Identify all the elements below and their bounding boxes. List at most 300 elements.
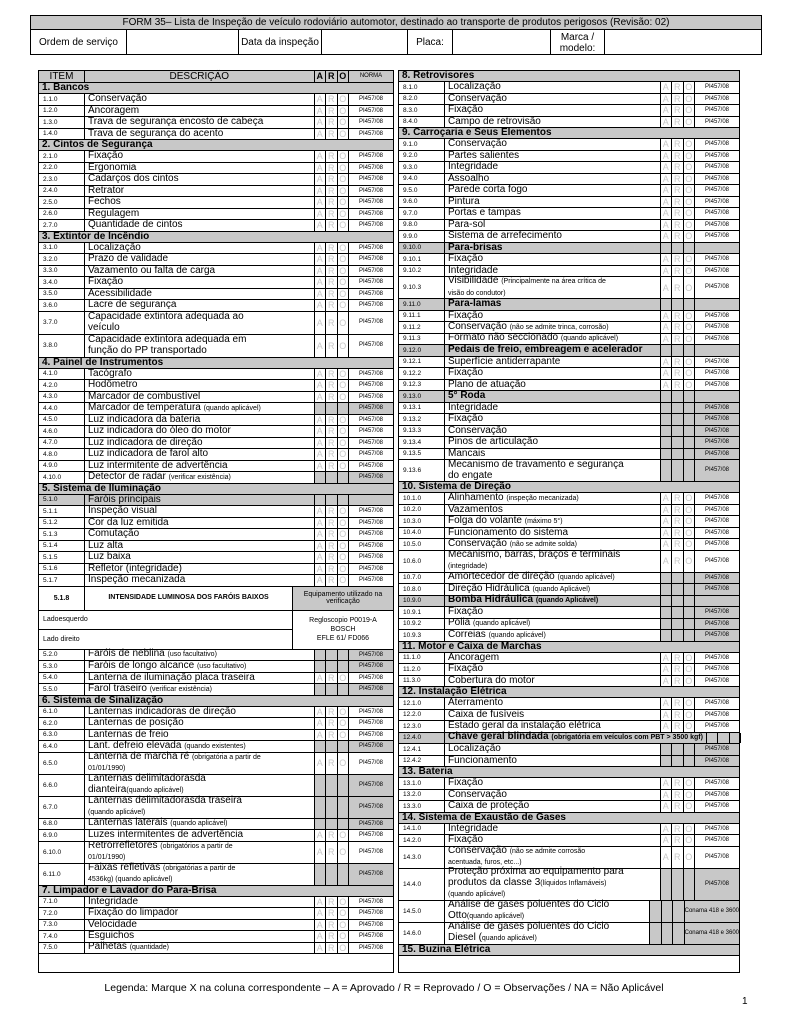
- observation-checkbox[interactable]: O: [684, 460, 696, 481]
- rejected-checkbox[interactable]: [672, 299, 684, 310]
- observation-checkbox[interactable]: O: [338, 650, 350, 661]
- observation-checkbox[interactable]: O: [338, 730, 350, 741]
- approved-checkbox[interactable]: A: [661, 185, 673, 196]
- rejected-checkbox[interactable]: R: [326, 541, 338, 552]
- observation-checkbox[interactable]: O: [684, 105, 696, 116]
- approved-checkbox[interactable]: A: [315, 220, 327, 231]
- rejected-checkbox[interactable]: R: [662, 923, 674, 944]
- observation-checkbox[interactable]: O: [684, 357, 696, 368]
- observation-checkbox[interactable]: O: [684, 311, 696, 322]
- approved-checkbox[interactable]: A: [661, 231, 673, 242]
- approved-checkbox[interactable]: A: [315, 277, 327, 288]
- approved-checkbox[interactable]: A: [661, 573, 673, 584]
- observation-checkbox[interactable]: O: [338, 277, 350, 288]
- rejected-checkbox[interactable]: R: [672, 493, 684, 504]
- approved-checkbox[interactable]: A: [661, 174, 673, 185]
- rejected-checkbox[interactable]: R: [326, 438, 338, 449]
- approved-checkbox[interactable]: A: [315, 335, 327, 357]
- observation-checkbox[interactable]: O: [338, 300, 350, 311]
- observation-checkbox[interactable]: O: [338, 289, 350, 300]
- approved-checkbox[interactable]: A: [315, 552, 327, 563]
- observation-checkbox[interactable]: O: [684, 630, 696, 641]
- observation-checkbox[interactable]: O: [684, 266, 696, 277]
- observation-checkbox[interactable]: O: [338, 415, 350, 426]
- observation-checkbox[interactable]: [684, 345, 696, 356]
- observation-checkbox[interactable]: O: [684, 277, 696, 298]
- observation-checkbox[interactable]: O: [684, 835, 696, 846]
- observation-checkbox[interactable]: O: [338, 449, 350, 460]
- observation-checkbox[interactable]: O: [338, 151, 350, 162]
- rejected-checkbox[interactable]: R: [672, 664, 684, 675]
- approved-checkbox[interactable]: A: [315, 254, 327, 265]
- approved-checkbox[interactable]: [661, 243, 673, 254]
- approved-checkbox[interactable]: A: [315, 864, 327, 885]
- rejected-checkbox[interactable]: R: [672, 824, 684, 835]
- approved-checkbox[interactable]: A: [661, 162, 673, 173]
- observation-checkbox[interactable]: O: [684, 437, 696, 448]
- observation-checkbox[interactable]: O: [338, 461, 350, 472]
- rejected-checkbox[interactable]: R: [326, 943, 338, 954]
- approved-checkbox[interactable]: A: [315, 289, 327, 300]
- observation-checkbox[interactable]: O: [338, 707, 350, 718]
- observation-checkbox[interactable]: O: [684, 824, 696, 835]
- rejected-checkbox[interactable]: R: [326, 552, 338, 563]
- observation-checkbox[interactable]: O: [338, 106, 350, 117]
- observation-checkbox[interactable]: O: [684, 516, 696, 527]
- rejected-checkbox[interactable]: R: [672, 368, 684, 379]
- observation-checkbox[interactable]: [730, 733, 742, 744]
- observation-checkbox[interactable]: O: [684, 231, 696, 242]
- rejected-checkbox[interactable]: R: [326, 908, 338, 919]
- approved-checkbox[interactable]: A: [315, 741, 327, 752]
- approved-checkbox[interactable]: A: [661, 505, 673, 516]
- approved-checkbox[interactable]: A: [661, 426, 673, 437]
- observation-checkbox[interactable]: O: [338, 684, 350, 695]
- approved-checkbox[interactable]: A: [315, 380, 327, 391]
- rejected-checkbox[interactable]: R: [326, 197, 338, 208]
- rejected-checkbox[interactable]: R: [326, 289, 338, 300]
- rejected-checkbox[interactable]: R: [672, 322, 684, 333]
- rejected-checkbox[interactable]: R: [672, 185, 684, 196]
- approved-checkbox[interactable]: A: [661, 493, 673, 504]
- approved-checkbox[interactable]: A: [315, 300, 327, 311]
- approved-checkbox[interactable]: A: [315, 266, 327, 277]
- observation-checkbox[interactable]: O: [684, 368, 696, 379]
- approved-checkbox[interactable]: A: [661, 664, 673, 675]
- rejected-checkbox[interactable]: [718, 733, 730, 744]
- observation-checkbox[interactable]: O: [684, 607, 696, 618]
- rejected-checkbox[interactable]: R: [326, 931, 338, 942]
- rejected-checkbox[interactable]: R: [672, 426, 684, 437]
- observation-checkbox[interactable]: O: [684, 197, 696, 208]
- approved-checkbox[interactable]: A: [661, 357, 673, 368]
- approved-checkbox[interactable]: A: [315, 369, 327, 380]
- observation-checkbox[interactable]: [684, 391, 696, 402]
- approved-checkbox[interactable]: A: [315, 908, 327, 919]
- approved-checkbox[interactable]: A: [661, 414, 673, 425]
- rejected-checkbox[interactable]: R: [672, 403, 684, 414]
- observation-checkbox[interactable]: O: [338, 575, 350, 586]
- observation-checkbox[interactable]: O: [338, 403, 350, 414]
- approved-checkbox[interactable]: A: [315, 151, 327, 162]
- approved-checkbox[interactable]: A: [661, 208, 673, 219]
- rejected-checkbox[interactable]: R: [672, 607, 684, 618]
- approved-checkbox[interactable]: A: [661, 82, 673, 93]
- rejected-checkbox[interactable]: R: [326, 449, 338, 460]
- approved-checkbox[interactable]: A: [661, 756, 673, 767]
- rejected-checkbox[interactable]: R: [326, 564, 338, 575]
- observation-checkbox[interactable]: O: [684, 139, 696, 150]
- rejected-checkbox[interactable]: R: [326, 209, 338, 220]
- approved-checkbox[interactable]: A: [661, 220, 673, 231]
- approved-checkbox[interactable]: A: [661, 835, 673, 846]
- rejected-checkbox[interactable]: R: [672, 835, 684, 846]
- approved-checkbox[interactable]: A: [661, 151, 673, 162]
- observation-checkbox[interactable]: O: [338, 741, 350, 752]
- approved-checkbox[interactable]: A: [315, 449, 327, 460]
- approved-checkbox[interactable]: A: [315, 830, 327, 841]
- rejected-checkbox[interactable]: R: [672, 801, 684, 812]
- observation-checkbox[interactable]: O: [684, 528, 696, 539]
- rejected-checkbox[interactable]: R: [326, 518, 338, 529]
- approved-checkbox[interactable]: A: [315, 753, 327, 774]
- observation-checkbox[interactable]: O: [338, 209, 350, 220]
- approved-checkbox[interactable]: A: [661, 94, 673, 105]
- ordem-field[interactable]: [127, 30, 239, 55]
- approved-checkbox[interactable]: A: [661, 437, 673, 448]
- approved-checkbox[interactable]: A: [315, 684, 327, 695]
- rejected-checkbox[interactable]: R: [672, 162, 684, 173]
- approved-checkbox[interactable]: [661, 345, 673, 356]
- approved-checkbox[interactable]: A: [661, 380, 673, 391]
- observation-checkbox[interactable]: [684, 243, 696, 254]
- observation-checkbox[interactable]: O: [684, 380, 696, 391]
- rejected-checkbox[interactable]: [672, 596, 684, 607]
- rejected-checkbox[interactable]: R: [672, 778, 684, 789]
- approved-checkbox[interactable]: A: [661, 460, 673, 481]
- observation-checkbox[interactable]: O: [338, 518, 350, 529]
- approved-checkbox[interactable]: A: [315, 650, 327, 661]
- observation-checkbox[interactable]: O: [684, 584, 696, 595]
- approved-checkbox[interactable]: A: [661, 619, 673, 630]
- observation-checkbox[interactable]: O: [684, 322, 696, 333]
- rejected-checkbox[interactable]: R: [672, 105, 684, 116]
- rejected-checkbox[interactable]: R: [326, 775, 338, 796]
- rejected-checkbox[interactable]: R: [672, 516, 684, 527]
- rejected-checkbox[interactable]: R: [326, 661, 338, 672]
- approved-checkbox[interactable]: A: [315, 575, 327, 586]
- observation-checkbox[interactable]: O: [338, 819, 350, 830]
- observation-checkbox[interactable]: O: [684, 117, 696, 128]
- observation-checkbox[interactable]: O: [684, 403, 696, 414]
- rejected-checkbox[interactable]: R: [672, 334, 684, 345]
- observation-checkbox[interactable]: O: [338, 864, 350, 885]
- observation-checkbox[interactable]: O: [338, 438, 350, 449]
- rejected-checkbox[interactable]: R: [326, 842, 338, 863]
- observation-checkbox[interactable]: O: [338, 943, 350, 954]
- observation-checkbox[interactable]: O: [338, 775, 350, 796]
- observation-checkbox[interactable]: O: [684, 573, 696, 584]
- approved-checkbox[interactable]: A: [661, 721, 673, 732]
- approved-checkbox[interactable]: A: [661, 254, 673, 265]
- observation-checkbox[interactable]: O: [338, 661, 350, 672]
- observation-checkbox[interactable]: O: [338, 94, 350, 105]
- approved-checkbox[interactable]: [661, 299, 673, 310]
- approved-checkbox[interactable]: A: [315, 312, 327, 334]
- rejected-checkbox[interactable]: R: [672, 139, 684, 150]
- observation-checkbox[interactable]: O: [338, 426, 350, 437]
- rejected-checkbox[interactable]: [672, 243, 684, 254]
- observation-checkbox[interactable]: O: [338, 472, 350, 483]
- approved-checkbox[interactable]: A: [315, 117, 327, 128]
- observation-checkbox[interactable]: O: [338, 129, 350, 140]
- rejected-checkbox[interactable]: R: [326, 506, 338, 517]
- marca-field[interactable]: [605, 30, 761, 55]
- observation-checkbox[interactable]: O: [338, 506, 350, 517]
- approved-checkbox[interactable]: A: [315, 529, 327, 540]
- approved-checkbox[interactable]: A: [661, 334, 673, 345]
- approved-checkbox[interactable]: A: [661, 277, 673, 298]
- rejected-checkbox[interactable]: R: [672, 220, 684, 231]
- approved-checkbox[interactable]: A: [661, 197, 673, 208]
- rejected-checkbox[interactable]: R: [672, 311, 684, 322]
- rejected-checkbox[interactable]: R: [326, 472, 338, 483]
- approved-checkbox[interactable]: A: [661, 551, 673, 572]
- rejected-checkbox[interactable]: R: [672, 847, 684, 868]
- approved-checkbox[interactable]: A: [315, 94, 327, 105]
- observation-checkbox[interactable]: O: [684, 174, 696, 185]
- observation-checkbox[interactable]: O: [338, 220, 350, 231]
- observation-checkbox[interactable]: O: [338, 842, 350, 863]
- approved-checkbox[interactable]: A: [661, 698, 673, 709]
- rejected-checkbox[interactable]: R: [672, 414, 684, 425]
- observation-checkbox[interactable]: O: [684, 334, 696, 345]
- rejected-checkbox[interactable]: R: [672, 277, 684, 298]
- rejected-checkbox[interactable]: R: [326, 94, 338, 105]
- approved-checkbox[interactable]: A: [661, 630, 673, 641]
- rejected-checkbox[interactable]: R: [326, 312, 338, 334]
- rejected-checkbox[interactable]: R: [326, 753, 338, 774]
- approved-checkbox[interactable]: A: [315, 673, 327, 684]
- rejected-checkbox[interactable]: R: [326, 718, 338, 729]
- placa-field[interactable]: [453, 30, 551, 55]
- rejected-checkbox[interactable]: R: [326, 106, 338, 117]
- approved-checkbox[interactable]: A: [315, 730, 327, 741]
- rejected-checkbox[interactable]: R: [326, 254, 338, 265]
- rejected-checkbox[interactable]: R: [326, 426, 338, 437]
- observation-checkbox[interactable]: [684, 596, 696, 607]
- observation-checkbox[interactable]: O: [338, 908, 350, 919]
- rejected-checkbox[interactable]: R: [672, 584, 684, 595]
- approved-checkbox[interactable]: A: [661, 449, 673, 460]
- rejected-checkbox[interactable]: R: [672, 208, 684, 219]
- approved-checkbox[interactable]: A: [315, 403, 327, 414]
- approved-checkbox[interactable]: A: [661, 778, 673, 789]
- rejected-checkbox[interactable]: R: [672, 676, 684, 687]
- rejected-checkbox[interactable]: R: [326, 797, 338, 818]
- observation-checkbox[interactable]: O: [338, 897, 350, 908]
- approved-checkbox[interactable]: A: [661, 539, 673, 550]
- approved-checkbox[interactable]: A: [315, 129, 327, 140]
- rejected-checkbox[interactable]: R: [672, 653, 684, 664]
- approved-checkbox[interactable]: A: [315, 438, 327, 449]
- approved-checkbox[interactable]: A: [661, 117, 673, 128]
- approved-checkbox[interactable]: A: [315, 775, 327, 796]
- rejected-checkbox[interactable]: R: [672, 630, 684, 641]
- observation-checkbox[interactable]: O: [338, 369, 350, 380]
- observation-checkbox[interactable]: [684, 299, 696, 310]
- observation-checkbox[interactable]: O: [684, 82, 696, 93]
- observation-checkbox[interactable]: O: [684, 449, 696, 460]
- approved-checkbox[interactable]: A: [650, 901, 662, 922]
- rejected-checkbox[interactable]: R: [672, 254, 684, 265]
- rejected-checkbox[interactable]: R: [672, 721, 684, 732]
- observation-checkbox[interactable]: O: [684, 778, 696, 789]
- rejected-checkbox[interactable]: R: [672, 151, 684, 162]
- rejected-checkbox[interactable]: R: [672, 505, 684, 516]
- observation-checkbox[interactable]: O: [684, 756, 696, 767]
- observation-checkbox[interactable]: O: [338, 335, 350, 357]
- approved-checkbox[interactable]: A: [315, 920, 327, 931]
- approved-checkbox[interactable]: A: [661, 403, 673, 414]
- rejected-checkbox[interactable]: R: [672, 710, 684, 721]
- observation-checkbox[interactable]: O: [684, 744, 696, 755]
- approved-checkbox[interactable]: A: [315, 209, 327, 220]
- observation-checkbox[interactable]: O: [338, 312, 350, 334]
- data-field[interactable]: [322, 30, 408, 55]
- approved-checkbox[interactable]: A: [661, 790, 673, 801]
- observation-checkbox[interactable]: O: [338, 186, 350, 197]
- observation-checkbox[interactable]: O: [338, 552, 350, 563]
- rejected-checkbox[interactable]: R: [326, 897, 338, 908]
- rejected-checkbox[interactable]: R: [326, 174, 338, 185]
- rejected-checkbox[interactable]: R: [326, 266, 338, 277]
- rejected-checkbox[interactable]: R: [326, 650, 338, 661]
- approved-checkbox[interactable]: A: [661, 676, 673, 687]
- rejected-checkbox[interactable]: R: [326, 403, 338, 414]
- approved-checkbox[interactable]: A: [661, 584, 673, 595]
- observation-checkbox[interactable]: [338, 495, 350, 506]
- approved-checkbox[interactable]: A: [661, 311, 673, 322]
- approved-checkbox[interactable]: A: [661, 847, 673, 868]
- approved-checkbox[interactable]: A: [315, 415, 327, 426]
- rejected-checkbox[interactable]: R: [326, 461, 338, 472]
- rejected-checkbox[interactable]: R: [672, 94, 684, 105]
- approved-checkbox[interactable]: A: [315, 842, 327, 863]
- rejected-checkbox[interactable]: R: [672, 460, 684, 481]
- observation-checkbox[interactable]: O: [338, 380, 350, 391]
- approved-checkbox[interactable]: A: [315, 243, 327, 254]
- approved-checkbox[interactable]: A: [315, 163, 327, 174]
- approved-checkbox[interactable]: A: [661, 824, 673, 835]
- rejected-checkbox[interactable]: R: [326, 684, 338, 695]
- approved-checkbox[interactable]: A: [661, 322, 673, 333]
- rejected-checkbox[interactable]: R: [326, 220, 338, 231]
- rejected-checkbox[interactable]: R: [672, 551, 684, 572]
- observation-checkbox[interactable]: O: [338, 718, 350, 729]
- rejected-checkbox[interactable]: R: [672, 528, 684, 539]
- observation-checkbox[interactable]: O: [684, 493, 696, 504]
- rejected-checkbox[interactable]: R: [672, 698, 684, 709]
- observation-checkbox[interactable]: O: [338, 830, 350, 841]
- rejected-checkbox[interactable]: R: [326, 819, 338, 830]
- rejected-checkbox[interactable]: R: [326, 163, 338, 174]
- rejected-checkbox[interactable]: R: [672, 539, 684, 550]
- approved-checkbox[interactable]: A: [650, 923, 662, 944]
- observation-checkbox[interactable]: O: [338, 174, 350, 185]
- observation-checkbox[interactable]: O: [684, 426, 696, 437]
- rejected-checkbox[interactable]: R: [672, 437, 684, 448]
- observation-checkbox[interactable]: O: [338, 931, 350, 942]
- observation-checkbox[interactable]: O: [684, 869, 696, 900]
- rejected-checkbox[interactable]: R: [326, 730, 338, 741]
- observation-checkbox[interactable]: O: [338, 673, 350, 684]
- observation-checkbox[interactable]: O: [684, 162, 696, 173]
- approved-checkbox[interactable]: A: [661, 801, 673, 812]
- observation-checkbox[interactable]: O: [684, 790, 696, 801]
- approved-checkbox[interactable]: A: [661, 607, 673, 618]
- approved-checkbox[interactable]: [707, 733, 719, 744]
- approved-checkbox[interactable]: A: [315, 797, 327, 818]
- rejected-checkbox[interactable]: R: [672, 380, 684, 391]
- rejected-checkbox[interactable]: [326, 495, 338, 506]
- approved-checkbox[interactable]: A: [315, 197, 327, 208]
- observation-checkbox[interactable]: O: [684, 721, 696, 732]
- observation-checkbox[interactable]: O: [338, 529, 350, 540]
- rejected-checkbox[interactable]: [672, 345, 684, 356]
- approved-checkbox[interactable]: A: [315, 541, 327, 552]
- observation-checkbox[interactable]: O: [338, 254, 350, 265]
- rejected-checkbox[interactable]: R: [672, 266, 684, 277]
- observation-checkbox[interactable]: O: [684, 551, 696, 572]
- rejected-checkbox[interactable]: R: [326, 300, 338, 311]
- rejected-checkbox[interactable]: R: [326, 277, 338, 288]
- rejected-checkbox[interactable]: R: [326, 369, 338, 380]
- rejected-checkbox[interactable]: R: [672, 756, 684, 767]
- rejected-checkbox[interactable]: R: [672, 790, 684, 801]
- rejected-checkbox[interactable]: R: [672, 357, 684, 368]
- rejected-checkbox[interactable]: R: [672, 744, 684, 755]
- rejected-checkbox[interactable]: R: [326, 920, 338, 931]
- observation-checkbox[interactable]: O: [684, 676, 696, 687]
- rejected-checkbox[interactable]: R: [326, 529, 338, 540]
- approved-checkbox[interactable]: A: [661, 266, 673, 277]
- rejected-checkbox[interactable]: R: [672, 117, 684, 128]
- rejected-checkbox[interactable]: R: [672, 82, 684, 93]
- approved-checkbox[interactable]: A: [315, 931, 327, 942]
- approved-checkbox[interactable]: A: [661, 368, 673, 379]
- approved-checkbox[interactable]: A: [315, 106, 327, 117]
- rejected-checkbox[interactable]: R: [326, 186, 338, 197]
- approved-checkbox[interactable]: A: [661, 528, 673, 539]
- approved-checkbox[interactable]: A: [315, 472, 327, 483]
- observation-checkbox[interactable]: O: [338, 163, 350, 174]
- approved-checkbox[interactable]: A: [315, 461, 327, 472]
- rejected-checkbox[interactable]: R: [326, 575, 338, 586]
- observation-checkbox[interactable]: O: [684, 653, 696, 664]
- rejected-checkbox[interactable]: R: [326, 117, 338, 128]
- observation-checkbox[interactable]: O: [684, 505, 696, 516]
- rejected-checkbox[interactable]: R: [672, 449, 684, 460]
- approved-checkbox[interactable]: A: [315, 707, 327, 718]
- rejected-checkbox[interactable]: R: [326, 830, 338, 841]
- approved-checkbox[interactable]: A: [661, 869, 673, 900]
- rejected-checkbox[interactable]: R: [326, 243, 338, 254]
- observation-checkbox[interactable]: O: [338, 392, 350, 403]
- observation-checkbox[interactable]: O: [684, 94, 696, 105]
- rejected-checkbox[interactable]: R: [672, 573, 684, 584]
- observation-checkbox[interactable]: O: [673, 901, 685, 922]
